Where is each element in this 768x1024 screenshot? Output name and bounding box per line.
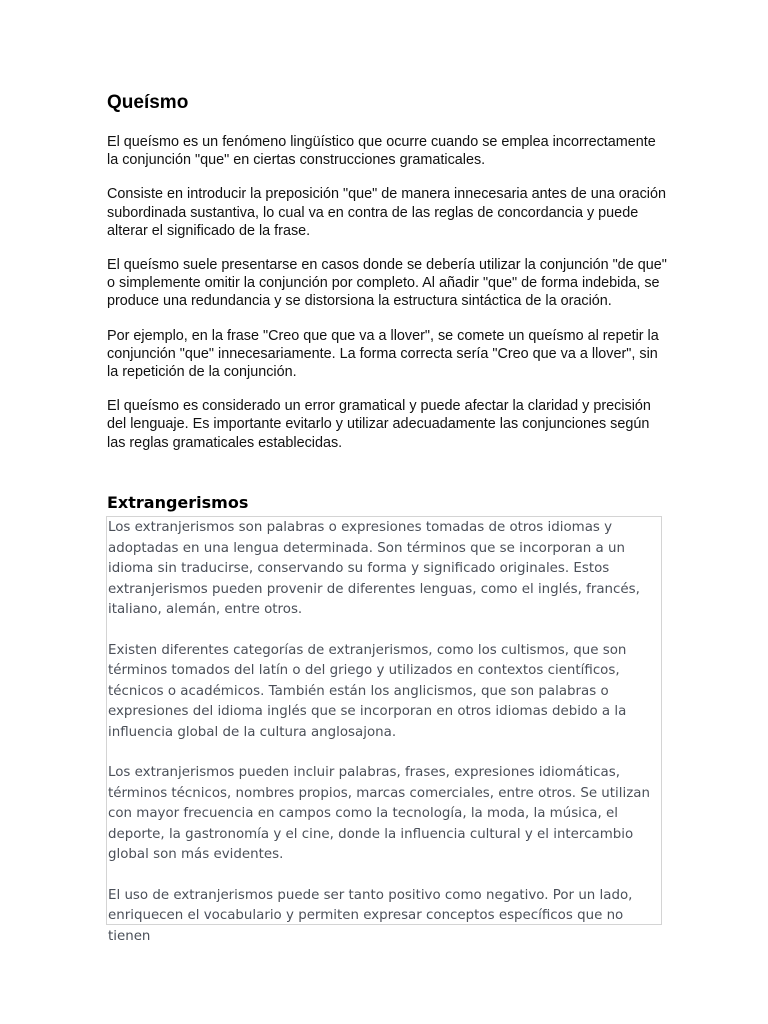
- extranjerismos-paragraph: El uso de extranjerismos puede ser tanto positivo como negativo. Por un lado, enriquecen el vocabulario y permiten expresar conceptos específicos que no tienen: [108, 887, 633, 944]
- section-title-extranjerismos: Extrangerismos: [107, 493, 249, 512]
- extranjerismos-text-box: [106, 516, 662, 944]
- queismo-paragraph: El queísmo es considerado un error gramatical y puede afectar la claridad y precisión del lenguaje. Es importante evitarlo y utilizar adecuadamente las conjunciones según las reglas gramaticales establecidas.: [107, 398, 651, 451]
- queismo-paragraph: El queísmo es un fenómeno lingüístico que ocurre cuando se emplea incorrectamente la conjunción "que" en ciertas construcciones gramaticales.: [107, 134, 656, 169]
- queismo-paragraph: Consiste en introducir la preposición "que" de manera innecesaria antes de una oración subordinada sustantiva, lo cual va en contra de las reglas de concordancia y puede alterar el significado de la frase.: [107, 186, 667, 239]
- extranjerismos-paragraph: Existen diferentes categorías de extranjerismos, como los cultismos, que son términos tomados del latín o del griego y utilizados en contextos científicos, técnicos o académicos. También están los anglicismos, que son palabras o expresiones del idioma inglés que se incorporan en otros idiomas debido a la influencia global de la cultura anglosajona.: [108, 642, 627, 740]
- queismo-paragraph: Por ejemplo, en la frase "Creo que que va a llover", se comete un queísmo al repetir la conjunción "que" innecesariamente. La forma correcta sería "Creo que va a llover", sin la repetición de la conjunción.: [107, 327, 659, 381]
- extranjerismos-paragraph: Los extranjerismos son palabras o expresiones tomadas de otros idiomas y adoptadas en una lengua determinada. Son términos que se incorporan a un idioma sin traducirse, conservando su forma y significado originales. Estos extranjerismos pueden provenir de diferentes lenguas, como el inglés, francés, italiano, alemán, entre otros.: [108, 520, 640, 617]
- extranjerismos-paragraph: Los extranjerismos pueden incluir palabras, frases, expresiones idiomáticas, términos técnicos, nombres propios, marcas comerciales, entre otros. Se utilizan con mayor frecuencia en campos como la tecnología, la moda, la música, el deporte, la gastronomía y el cine, donde la influencia cultural y el intercambio global son más evidentes.: [108, 765, 650, 862]
- queismo-body: [107, 133, 667, 468]
- section-title-queismo: Queísmo: [107, 92, 189, 113]
- queismo-paragraph: El queísmo suele presentarse en casos donde se debería utilizar la conjunción "de que" o simplemente omitir la conjunción por completo. Al añadir "que" de forma indebida, se produce una redundancia y se distorsiona la estructura sintáctica de la oración.: [107, 257, 667, 310]
